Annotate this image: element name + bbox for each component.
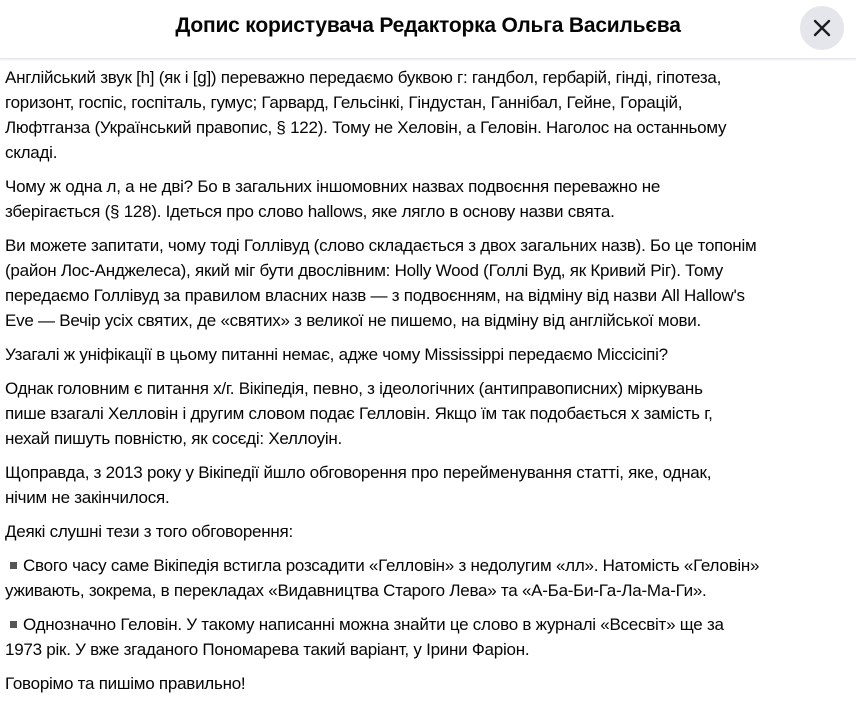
line-text: уживають, зокрема, в перекладах «Видавництва Старого Лева» та «А-Ба-Би-Га-Ла-Ма-Ги». [5, 581, 707, 600]
line-text: Ви можете запитати, чому тоді Голлівуд (слово складається з двох загальних назв). Бо це топонім [5, 236, 757, 255]
text-line [5, 426, 855, 451]
line-text: Узагалі ж уніфікації в цьому питанні немає, адже чому Mississippi передаємо Міссісіпі? [5, 345, 668, 364]
text-line [5, 342, 855, 367]
line-text: зберігається (§ 128). Ідеться про слово hallows, яке лягло в основу назви свята. [5, 202, 615, 221]
paragraph [5, 671, 855, 696]
line-text: Чому ж одна л, а не дві? Бо в загальних іншомовних назвах подвоєння переважно не [5, 177, 661, 196]
line-text: горизонт, госпіс, госпіталь, гумус; Гарвард, Гельсінкі, Гіндустан, Ганнібал, Гейне, Горацій, [5, 93, 683, 112]
line-text: Однозначно Геловін. У такому написанні можна знайти це слово в журналі «Всесвіт» ще за [23, 615, 724, 634]
line-text: складі. [5, 143, 58, 162]
text-line [5, 174, 855, 199]
line-text: Говорімо та пишімо правильно! [5, 674, 246, 693]
paragraph [5, 65, 855, 165]
bullet-paragraph [5, 612, 855, 662]
text-line [5, 519, 855, 544]
line-text: пише взагалі Хелловін і другим словом подає Гелловін. Якщо їм так подобається х замість г, [5, 404, 713, 423]
text-line [5, 376, 855, 401]
text-line [5, 140, 855, 165]
text-line [5, 199, 855, 224]
text-line [5, 401, 855, 426]
text-line [5, 637, 855, 662]
paragraph [5, 519, 855, 544]
line-text: Eve — Вечір усіх святих, де «святих» з великої не пишемо, на відміну від англійської мови. [5, 311, 702, 330]
line-text: Щоправда, з 2013 року у Вікіпедії йшло обговорення про перейменування статті, яке, однак, [5, 463, 712, 482]
line-text: нічим не закінчилося. [5, 488, 170, 507]
line-text: (район Лос-Анджелеса), який міг бути двослівним: Holly Wood (Голлі Вуд, як Кривий Ріг). Тому [5, 261, 724, 280]
text-line [5, 308, 855, 333]
line-text: нехай пишуть повністю, як сосєді: Хеллоуін. [5, 429, 342, 448]
text-line [5, 612, 855, 637]
text-line [5, 671, 855, 696]
text-line [5, 485, 855, 510]
post-text [5, 65, 855, 705]
text-line [5, 90, 855, 115]
dialog-title: Допис користувача Редакторка Ольга Васильєва [175, 14, 681, 37]
line-text: Свого часу саме Вікіпедія встигла розсадити «Гелловін» з недолугим «лл». Натомість «Геловін» [23, 556, 760, 575]
text-line [5, 258, 855, 283]
text-line [5, 578, 855, 603]
line-text: 1973 рік. У вже згаданого Пономарева такий варіант, у Ірини Фаріон. [5, 640, 530, 659]
paragraph [5, 460, 855, 510]
bullet-square-icon [10, 621, 17, 628]
dialog-header [0, 0, 856, 59]
text-line [5, 233, 855, 258]
line-text: Люфтганза (Український правопис, § 122). Тому не Хеловін, а Геловін. Наголос на останньому [5, 118, 727, 137]
line-text: Однак головним є питання х/г. Вікіпедія, певно, з ідеологічних (антиправописних) міркувань [5, 379, 703, 398]
close-button[interactable] [800, 6, 844, 50]
paragraph [5, 376, 855, 451]
paragraph [5, 174, 855, 224]
line-text: Англійський звук [h] (як і [g]) переважно передаємо буквою г: гандбол, гербарій, гінді, гіпотеза, [5, 68, 722, 87]
text-line [5, 115, 855, 140]
line-text: передаємо Голлівуд за правилом власних назв — з подвоєнням, на відміну від назви All Hallow's [5, 286, 745, 305]
paragraph [5, 342, 855, 367]
text-line [5, 283, 855, 308]
text-line [5, 460, 855, 485]
bullet-paragraph [5, 553, 855, 603]
line-text: Деякі слушні тези з того обговорення: [5, 522, 293, 541]
text-line [5, 553, 855, 578]
bullet-square-icon [10, 562, 17, 569]
text-line [5, 65, 855, 90]
close-icon [812, 18, 832, 38]
paragraph [5, 233, 855, 333]
